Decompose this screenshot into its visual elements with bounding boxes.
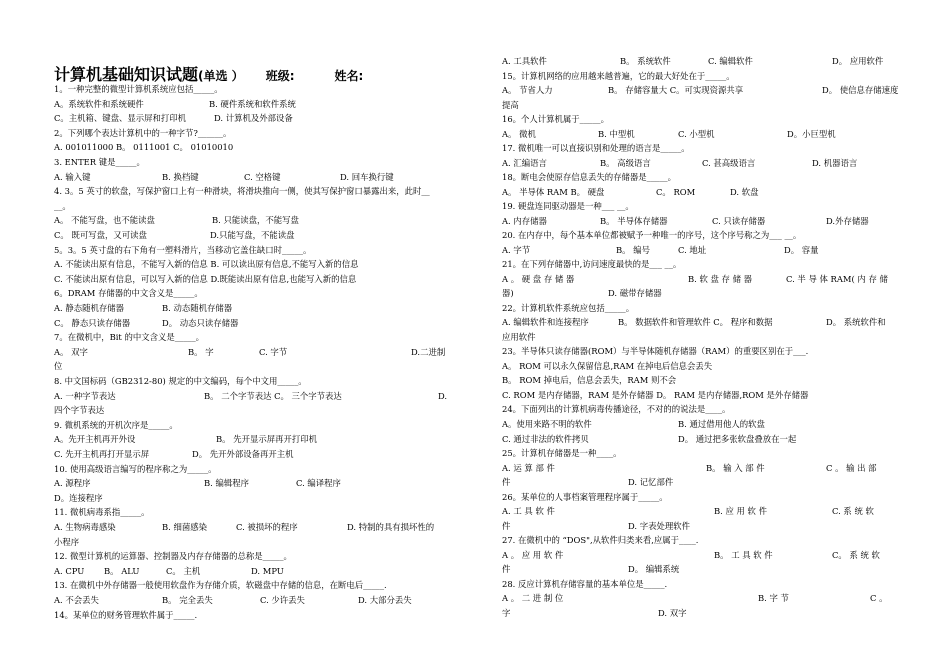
question-line — [502, 259, 900, 270]
line-text: 19. 硬盘连同驱动器是一种___ __。 — [502, 201, 634, 212]
exam-title: 计算机基础知识试题 — [54, 65, 199, 84]
line-text: A. 不能读出原有信息，不能写入新的信息 B. 可以读出原有信息,不能写入新的信息 — [54, 259, 359, 270]
option-text: C. 少许丢失 — [260, 595, 305, 605]
option-text: B。 输 入 部 件 — [706, 462, 765, 473]
option-text: B。 数据软件和管理软件 C。 程序和数据 — [618, 317, 773, 328]
option-text: A. 工 具 软 件 — [502, 506, 555, 517]
question-line — [502, 404, 900, 415]
question-line — [502, 114, 900, 125]
question-line — [502, 143, 900, 154]
question-line — [54, 186, 449, 197]
option-text: A. 输入键 — [54, 171, 91, 182]
line-text: 17. 微机唯一可以直接识别和处理的语言是_____。 — [502, 143, 690, 154]
option-text: A. 静态随机存储器 — [54, 303, 124, 313]
line-text: C. 不能读出原有信息，可以写入新的信息 D.既能读出原有信息,也能写入新的信息 — [54, 273, 357, 284]
question-line — [502, 535, 900, 546]
option-text: 件 — [502, 564, 511, 575]
line-text: B。 ROM 掉电后，信息会丢失，RAM 则不会 — [502, 375, 677, 386]
line-text: 5。3。5 英寸盘的右下角有一塑料滑片，当移动它盖住缺口时_____。 — [54, 244, 312, 255]
exam-subtitle: (单选 ） — [198, 69, 244, 83]
line-text: 25。计算机存储器是一种____。 — [502, 448, 622, 459]
option-text: D. 记忆部件 — [628, 477, 674, 488]
option-text: D. 字表处理软件 — [628, 520, 690, 531]
question-line — [502, 332, 900, 343]
option-text: A。 不能写盘，也不能读盘 — [54, 215, 155, 226]
option-text: A. 汇编语言 — [502, 157, 547, 168]
option-text: D。 先开外部设备再开主机 — [192, 449, 294, 459]
option-text: A。 半导体 RAM B。 硬盘 — [502, 186, 605, 197]
question-line — [502, 375, 900, 386]
option-text: D. 计算机及外部设备 — [214, 113, 293, 124]
question-line — [502, 492, 900, 503]
question-line — [54, 551, 449, 562]
option-text: D. — [438, 390, 448, 401]
question-line — [54, 405, 449, 416]
line-text: C. ROM 是内存储器，RAM 是外存储器 D。 RAM 是内存储器,ROM 是外存储器 — [502, 389, 809, 400]
option-text: C. 系 统 软 — [832, 506, 874, 517]
option-text: A. 001011000 B。 0111001 C。 01010010 — [54, 142, 234, 153]
option-text: C. 只读存储器 — [712, 215, 766, 226]
option-text: D.外存储器 — [826, 215, 869, 226]
option-text: D。 动态只读存储器 — [162, 317, 239, 328]
line-text: 20. 在内存中，每个基本单位都被赋予一种唯一的序号，这个序号称之为___ __。 — [502, 230, 802, 241]
option-text: D。 容量 — [784, 244, 819, 255]
question-line — [54, 580, 449, 591]
option-text: A。 节省人力 — [502, 85, 553, 96]
question-line — [54, 361, 449, 372]
option-text: A. 编辑软件和连接程序 — [502, 317, 589, 328]
option-text: B. 细菌感染 — [162, 522, 207, 532]
option-text: B. 换档键 — [162, 171, 199, 182]
question-line — [502, 71, 900, 82]
option-text: A 。 硬 盘 存 储 器 — [502, 273, 575, 284]
question-line — [54, 201, 449, 212]
option-text: C. 甚高级语言 — [702, 157, 756, 168]
option-text: 件 — [502, 520, 511, 531]
question-line — [54, 464, 449, 475]
line-text: 16。个人计算机属于_____。 — [502, 114, 609, 125]
option-text: A. 运 算 部 件 — [502, 462, 555, 473]
line-text: 应用软件 — [502, 331, 536, 342]
line-text: A。 ROM 可以永久保留信息,RAM 在掉电后信息会丢失 — [502, 360, 713, 371]
option-text: C. 编辑软件 — [708, 56, 753, 66]
option-text: C. 小型机 — [678, 128, 715, 139]
option-text: 器) — [502, 288, 514, 299]
option-text: B。 存储容量大 C。可实现资源共享 — [608, 85, 744, 96]
question-line — [502, 230, 900, 241]
line-text: 四个字节表达 — [54, 405, 105, 416]
question-line — [54, 245, 449, 256]
option-text: C 。 输 出 部 — [826, 462, 877, 473]
option-text: A. 源程序 — [54, 478, 91, 489]
line-text: 12. 微型计算机的运算器、控制器及内存存储器的总称是_____。 — [54, 551, 292, 562]
option-text: A. 工具软件 — [502, 56, 547, 66]
option-text: A. 生物病毒感染 — [54, 522, 116, 532]
option-text: A. 内存储器 — [502, 215, 547, 226]
option-text: B。 二个字节表达 C。 三个字节表达 — [204, 390, 342, 401]
option-text: A。 微机 — [502, 128, 536, 139]
option-text: A。 双字 — [54, 346, 88, 357]
option-text: B. 只能读盘，不能写盘 — [212, 215, 299, 226]
option-text: B. 应 用 软 件 — [714, 506, 767, 517]
question-line — [54, 157, 449, 168]
line-text: 2。下列哪个表达计算机中的一种字节?______。 — [54, 127, 232, 138]
line-text: 22。计算机软件系统应包括_____。 — [502, 302, 635, 313]
line-text: 24。下面列出的计算机病毒传播途径，不对的的说法是____。 — [502, 404, 731, 415]
option-text: A 。 二 进 制 位 — [502, 593, 564, 604]
option-text: D。小巨型机 — [787, 128, 836, 139]
line-text: 4. 3。5 英寸的软盘，写保护窗口上有一种滑块，将滑块推向一侧，使其写保护窗口暴露出来，此时__ — [54, 186, 430, 197]
option-text: C. 字节 — [259, 346, 288, 357]
line-text: 23。半导体只读存储器(ROM）与半导体随机存储器（RAM）的重要区别在于___. — [502, 346, 809, 357]
exam-title-line — [54, 62, 363, 85]
line-text: 18。断电会使原存信息丢失的存储器是_____。 — [502, 172, 676, 183]
option-text: A。先开主机再开外设 — [54, 434, 136, 445]
option-text: A. CPU — [54, 565, 85, 576]
option-text: C。 ROM — [656, 186, 696, 197]
option-text: D. 磁带存储器 — [608, 288, 662, 299]
option-text: A。系统软件和系统硬件 — [54, 98, 144, 109]
line-text: 1。一种完整的微型计算机系统应包括_____。 — [54, 84, 223, 94]
question-line — [54, 128, 449, 139]
option-text: B。 完全丢失 — [162, 595, 213, 605]
line-text: __。 — [54, 200, 71, 211]
question-line — [502, 361, 900, 372]
question-line — [54, 420, 449, 431]
line-text: 11. 微机病毒系指_____。 — [54, 507, 150, 518]
question-line — [54, 84, 449, 95]
question-line — [54, 288, 449, 299]
line-text: 15。计算机网络的应用越来越普遍，它的最大好处在于_____。 — [502, 70, 735, 81]
line-text: 10. 使用高级语言编写的程序称之为_____。 — [54, 463, 217, 474]
question-line — [54, 507, 449, 518]
option-text: B。 先开显示屏再开打印机 — [216, 434, 317, 445]
question-line — [54, 610, 449, 621]
option-text: B. 中型机 — [598, 128, 635, 139]
option-text: D.只能写盘，不能读盘 — [210, 230, 295, 240]
option-text: B。 系统软件 — [620, 56, 671, 66]
question-line — [502, 303, 900, 314]
option-text: D. 软盘 — [730, 186, 759, 197]
question-line — [502, 448, 900, 459]
option-text: A。使用来路不明的软件 — [502, 419, 592, 429]
line-text: 14。某单位的财务管理软件属于_____. — [54, 609, 198, 620]
question-line — [502, 390, 900, 401]
option-text: C. 先开主机再打开显示屏 — [54, 449, 150, 459]
line-text: 26。某单位的人事档案管理程序属于_____。 — [502, 491, 668, 502]
question-line — [54, 537, 449, 548]
line-text: 27. 在微机中的 “DOS",从软件归类来看,应属于____. — [502, 535, 699, 546]
option-text: 件 — [502, 477, 511, 488]
question-line — [54, 493, 449, 504]
option-text: C。 既可写盘，又可读盘 — [54, 230, 147, 240]
option-text: D. 特制的具有损坏性的 — [347, 522, 435, 532]
option-text: D。 通过把多张软盘叠放在一起 — [678, 433, 797, 444]
option-text: C. 编译程序 — [296, 478, 341, 489]
option-text: A. 一种字节表达 — [54, 390, 116, 401]
option-text: A. 不会丢失 — [54, 595, 99, 605]
option-text: C. 半 导 体 RAM( 内 存 储 — [786, 273, 888, 284]
line-text: 7。在微机中，Bit 的中文含义是_____。 — [54, 332, 205, 343]
option-text: D。 编辑系统 — [628, 564, 680, 575]
line-text: 13. 在微机中外存储器一般使用软盘作为存储介质，软磁盘中存储的信息，在断电后_____. — [54, 580, 387, 591]
option-text: B。 高级语言 — [600, 157, 651, 168]
line-text: 9. 微机系统的开机次序是_____。 — [54, 419, 178, 430]
option-text: B. 字 节 — [758, 593, 789, 604]
option-text: B。 ALU — [104, 565, 140, 576]
option-text: C。主机箱、键盘、显示屏和打印机 — [54, 113, 187, 124]
option-text: D. 大部分丢失 — [358, 595, 412, 605]
line-text: 6。DRAM 存储器的中文含义是_____。 — [54, 288, 203, 299]
option-text: C. 被损坏的程序 — [236, 522, 298, 532]
option-text: B. 编辑程序 — [204, 478, 249, 489]
line-text: 28. 反应计算机存储容量的基本单位是_____. — [502, 578, 668, 589]
option-text: 字 — [502, 607, 511, 618]
line-text: 8. 中文国标码（GB2312-80) 规定的中文编码，每个中文用_____。 — [54, 376, 307, 386]
option-text: D. 机器语言 — [812, 157, 858, 168]
option-text: B。 编号 — [616, 244, 650, 255]
option-text: D. MPU — [251, 565, 284, 576]
option-text: B. 硬件系统和软件系统 — [209, 98, 296, 109]
option-text: A 。 应 用 软 件 — [502, 549, 564, 560]
option-text: A. 字节 — [502, 244, 531, 255]
line-text: 3. ENTER 键是_____。 — [54, 157, 145, 167]
question-line — [54, 376, 449, 387]
option-text: D. 双字 — [658, 607, 687, 618]
option-text: C 。 — [870, 593, 888, 604]
option-text: B. 通过借用他人的软盘 — [678, 419, 765, 429]
question-line — [502, 579, 900, 590]
option-text: B。 工 具 软 件 — [714, 549, 773, 560]
line-text: 小程序 — [54, 536, 80, 547]
line-text: 提高 — [502, 99, 519, 110]
name-label: 姓名: — [334, 69, 364, 83]
question-line — [54, 274, 449, 285]
option-text: C. 通过非法的软件拷贝 — [502, 433, 589, 444]
question-line — [54, 259, 449, 270]
option-text: B。 字 — [188, 346, 214, 357]
option-text: D。 系统软件和 — [826, 317, 886, 328]
question-line — [54, 332, 449, 343]
option-text: C。 系 统 软 — [832, 549, 880, 560]
question-line — [502, 100, 900, 111]
question-line — [502, 172, 900, 183]
option-text: C。 静态只读存储器 — [54, 317, 131, 328]
option-text: C. 地址 — [678, 244, 707, 255]
option-text: B. 动态随机存储器 — [162, 303, 233, 313]
option-text: B. 软 盘 存 储 器 — [688, 273, 753, 284]
option-text: D。 使信息存储速度 — [822, 85, 899, 96]
option-text: C。 主机 — [166, 565, 201, 576]
option-text: B。 半导体存储器 — [600, 215, 668, 226]
question-line — [502, 201, 900, 212]
class-label: 班级: — [265, 69, 295, 83]
question-line — [502, 346, 900, 357]
option-text: D.二进制 — [411, 346, 446, 357]
line-text: D。连接程序 — [54, 492, 103, 503]
line-text: 位 — [54, 361, 63, 372]
option-text: C. 空格键 — [244, 171, 281, 182]
option-text: D. 回车换行键 — [340, 171, 394, 182]
line-text: 21。在下列存储器中,访问速度最快的是___ __。 — [502, 259, 682, 270]
option-text: D。 应用软件 — [832, 56, 884, 66]
